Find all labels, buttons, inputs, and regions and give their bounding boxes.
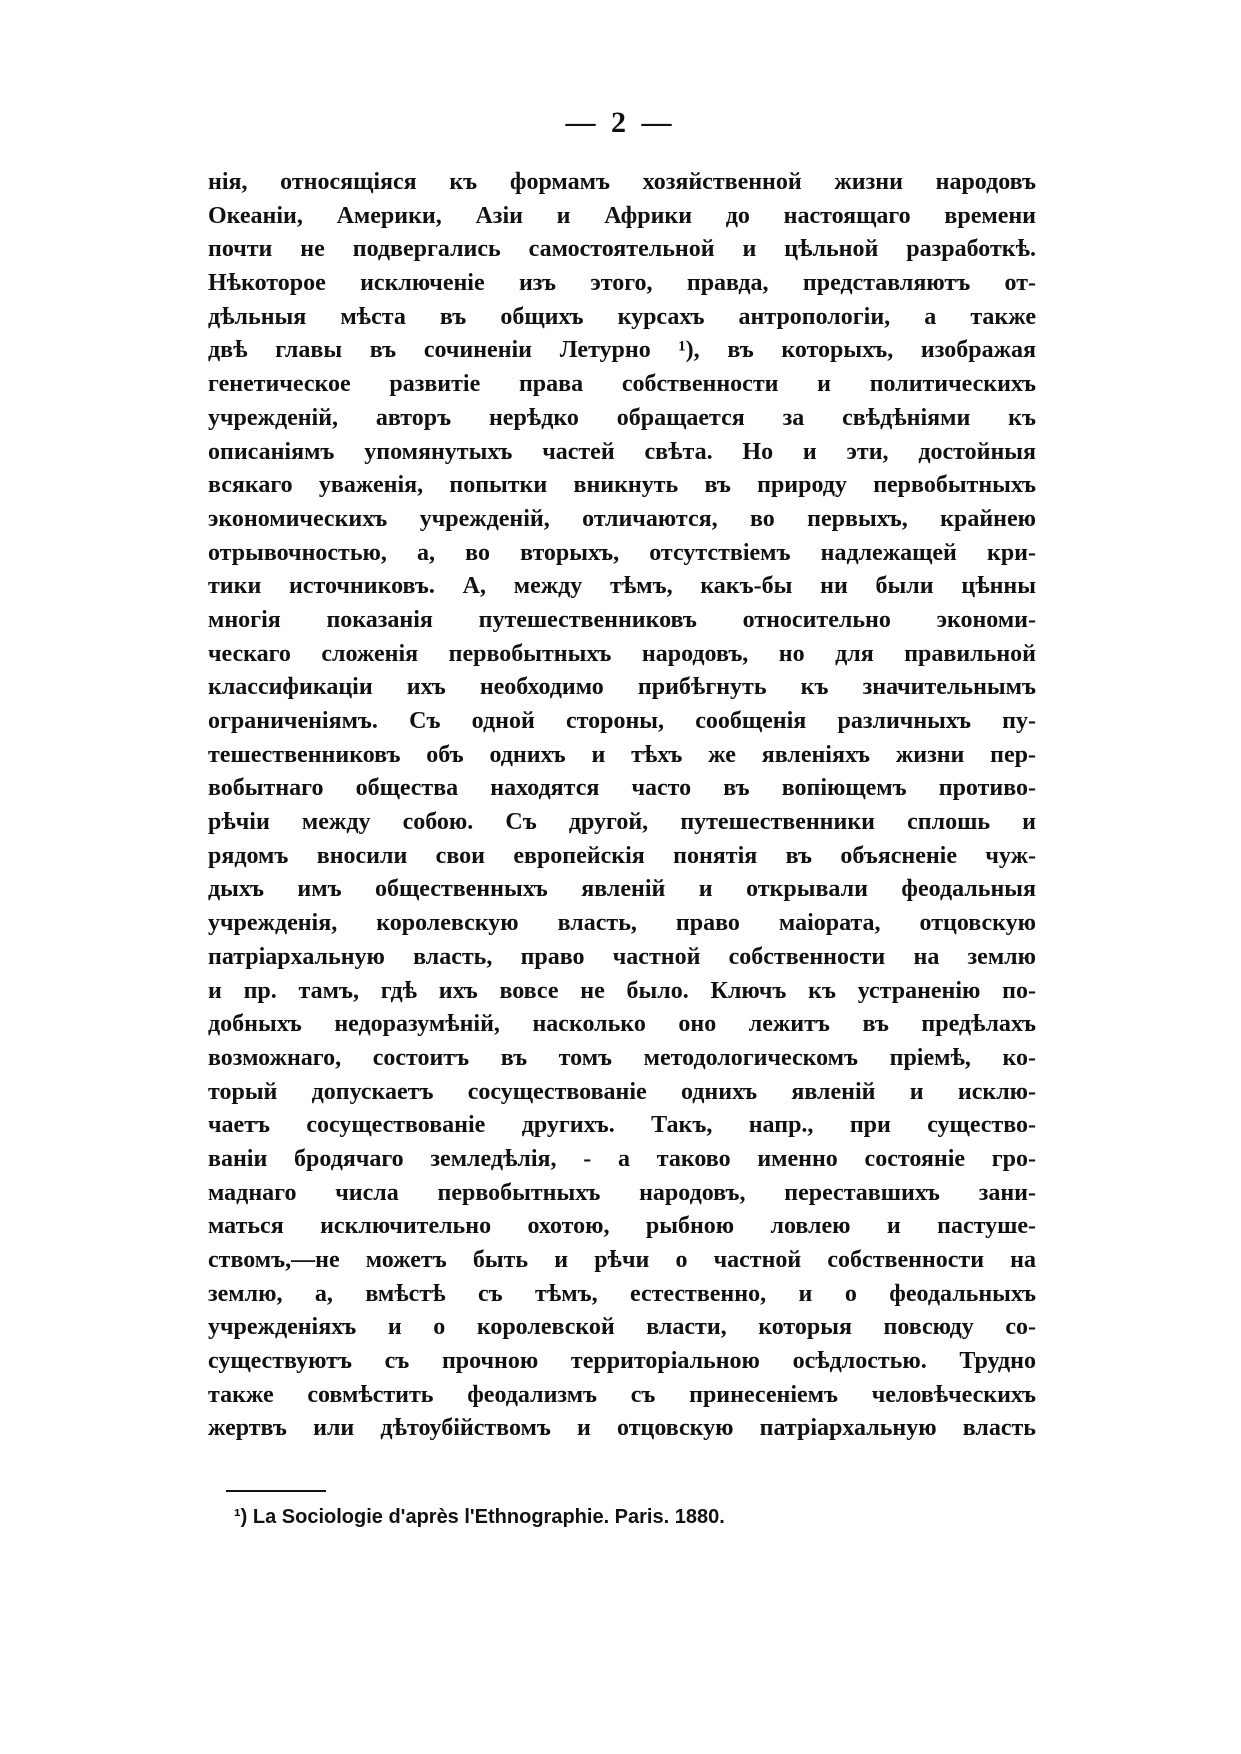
text-line: дыхъ имъ общественныхъ явленій и открывали феодальныя [208, 876, 1036, 903]
text-line: возможнаго, состоитъ въ томъ методологическомъ пріемѣ, ко- [208, 1044, 1036, 1071]
text-line: почти не подвергались самостоятельной и цѣльной разработкѣ. [208, 236, 1036, 263]
text-line: тешественниковъ объ однихъ и тѣхъ же явленіяхъ жизни пер- [208, 741, 1036, 768]
text-line: учрежденія, королевскую власть, право маіората, отцовскую [208, 910, 1036, 937]
footnote-text: La Sociologie d'après l'Ethnographie. Paris. 1880. [252, 1506, 725, 1528]
text-line: Океаніи, Америки, Азіи и Африки до настоящаго времени [208, 202, 1036, 229]
text-line: всякаго уваженія, попытки вникнуть въ природу первобытныхъ [208, 472, 1036, 499]
text-line: чаетъ сосуществованіе другихъ. Такъ, напр., при существо- [208, 1112, 1036, 1139]
text-line: описаніямъ упомянутыхъ частей свѣта. Но и эти, достойныя [208, 438, 1036, 465]
text-line: двѣ главы въ сочиненіи Летурно ¹), въ которыхъ, изображая [208, 337, 1036, 364]
text-line: существуютъ съ прочною территоріальною осѣдлостью. Трудно [208, 1348, 1036, 1375]
text-line: и пр. тамъ, гдѣ ихъ вовсе не было. Ключъ къ устраненію по- [208, 977, 1036, 1004]
text-line: патріархальную власть, право частной собственности на землю [208, 943, 1036, 970]
text-line: ствомъ,—не можетъ быть и рѣчи о частной собственности на [208, 1247, 1036, 1273]
body-text [208, 166, 1036, 1446]
text-line: также совмѣстить феодализмъ съ принесеніемъ человѣческихъ [208, 1381, 1036, 1408]
text-line: маднаго числа первобытныхъ народовъ, переставшихъ зани- [208, 1179, 1036, 1206]
text-line: добныхъ недоразумѣній, насколько оно лежитъ въ предѣлахъ [208, 1011, 1036, 1038]
text-line: учрежденіяхъ и о королевской власти, которыя повсюду со- [208, 1314, 1036, 1341]
text-line: многія показанія путешественниковъ относительно экономи- [208, 606, 1036, 633]
page-number: — 2 — [565, 106, 676, 139]
text-line: отрывочностью, а, во вторыхъ, отсутствіемъ надлежащей кри- [208, 539, 1036, 566]
text-line: дѣльныя мѣста въ общихъ курсахъ антропологіи, а также [208, 303, 1036, 330]
text-line: землю, а, вмѣстѣ съ тѣмъ, естественно, и о феодальныхъ [208, 1280, 1036, 1307]
text-line: маться исключительно охотою, рыбною ловлею и пастуше- [208, 1213, 1036, 1240]
text-line: экономическихъ учрежденій, отличаются, во первыхъ, крайнею [208, 505, 1036, 532]
text-line: нія, относящіяся къ формамъ хозяйственной жизни народовъ [208, 169, 1036, 195]
text-line: рядомъ вносили свои европейскія понятія въ объясненіе чуж- [208, 842, 1036, 869]
text-line: учрежденій, авторъ нерѣдко обращается за свѣдѣніями къ [208, 404, 1036, 431]
footnote-rule [226, 1490, 326, 1492]
text-line: рѣчіи между собою. Съ другой, путешественники сплошь и [208, 809, 1036, 836]
text-line: ваніи бродячаго земледѣлія, - а таково именно состояніе гро- [208, 1145, 1036, 1172]
text-line: вобытнаго общества находятся часто въ вопіющемъ противо- [208, 775, 1036, 802]
text-line: Нѣкоторое исключеніе изъ этого, правда, представляютъ от- [208, 270, 1036, 297]
text-line: генетическое развитіе права собственности и политическихъ [208, 371, 1036, 398]
footnote [234, 1506, 725, 1529]
text-line: торый допускаетъ сосуществованіе однихъ явленій и исклю- [208, 1078, 1036, 1105]
text-line: жертвъ или дѣтоубійствомъ и отцовскую патріархальную власть [208, 1415, 1036, 1442]
text-line: тики источниковъ. А, между тѣмъ, какъ-бы ни были цѣнны [208, 573, 1036, 600]
footnote-marker: ¹) [234, 1506, 248, 1528]
text-line: ческаго сложенія первобытныхъ народовъ, но для правильной [208, 640, 1036, 667]
text-line: ограниченіямъ. Съ одной стороны, сообщенія различныхъ пу- [208, 708, 1036, 734]
text-line: классификаціи ихъ необходимо прибѣгнуть къ значительнымъ [208, 674, 1036, 701]
